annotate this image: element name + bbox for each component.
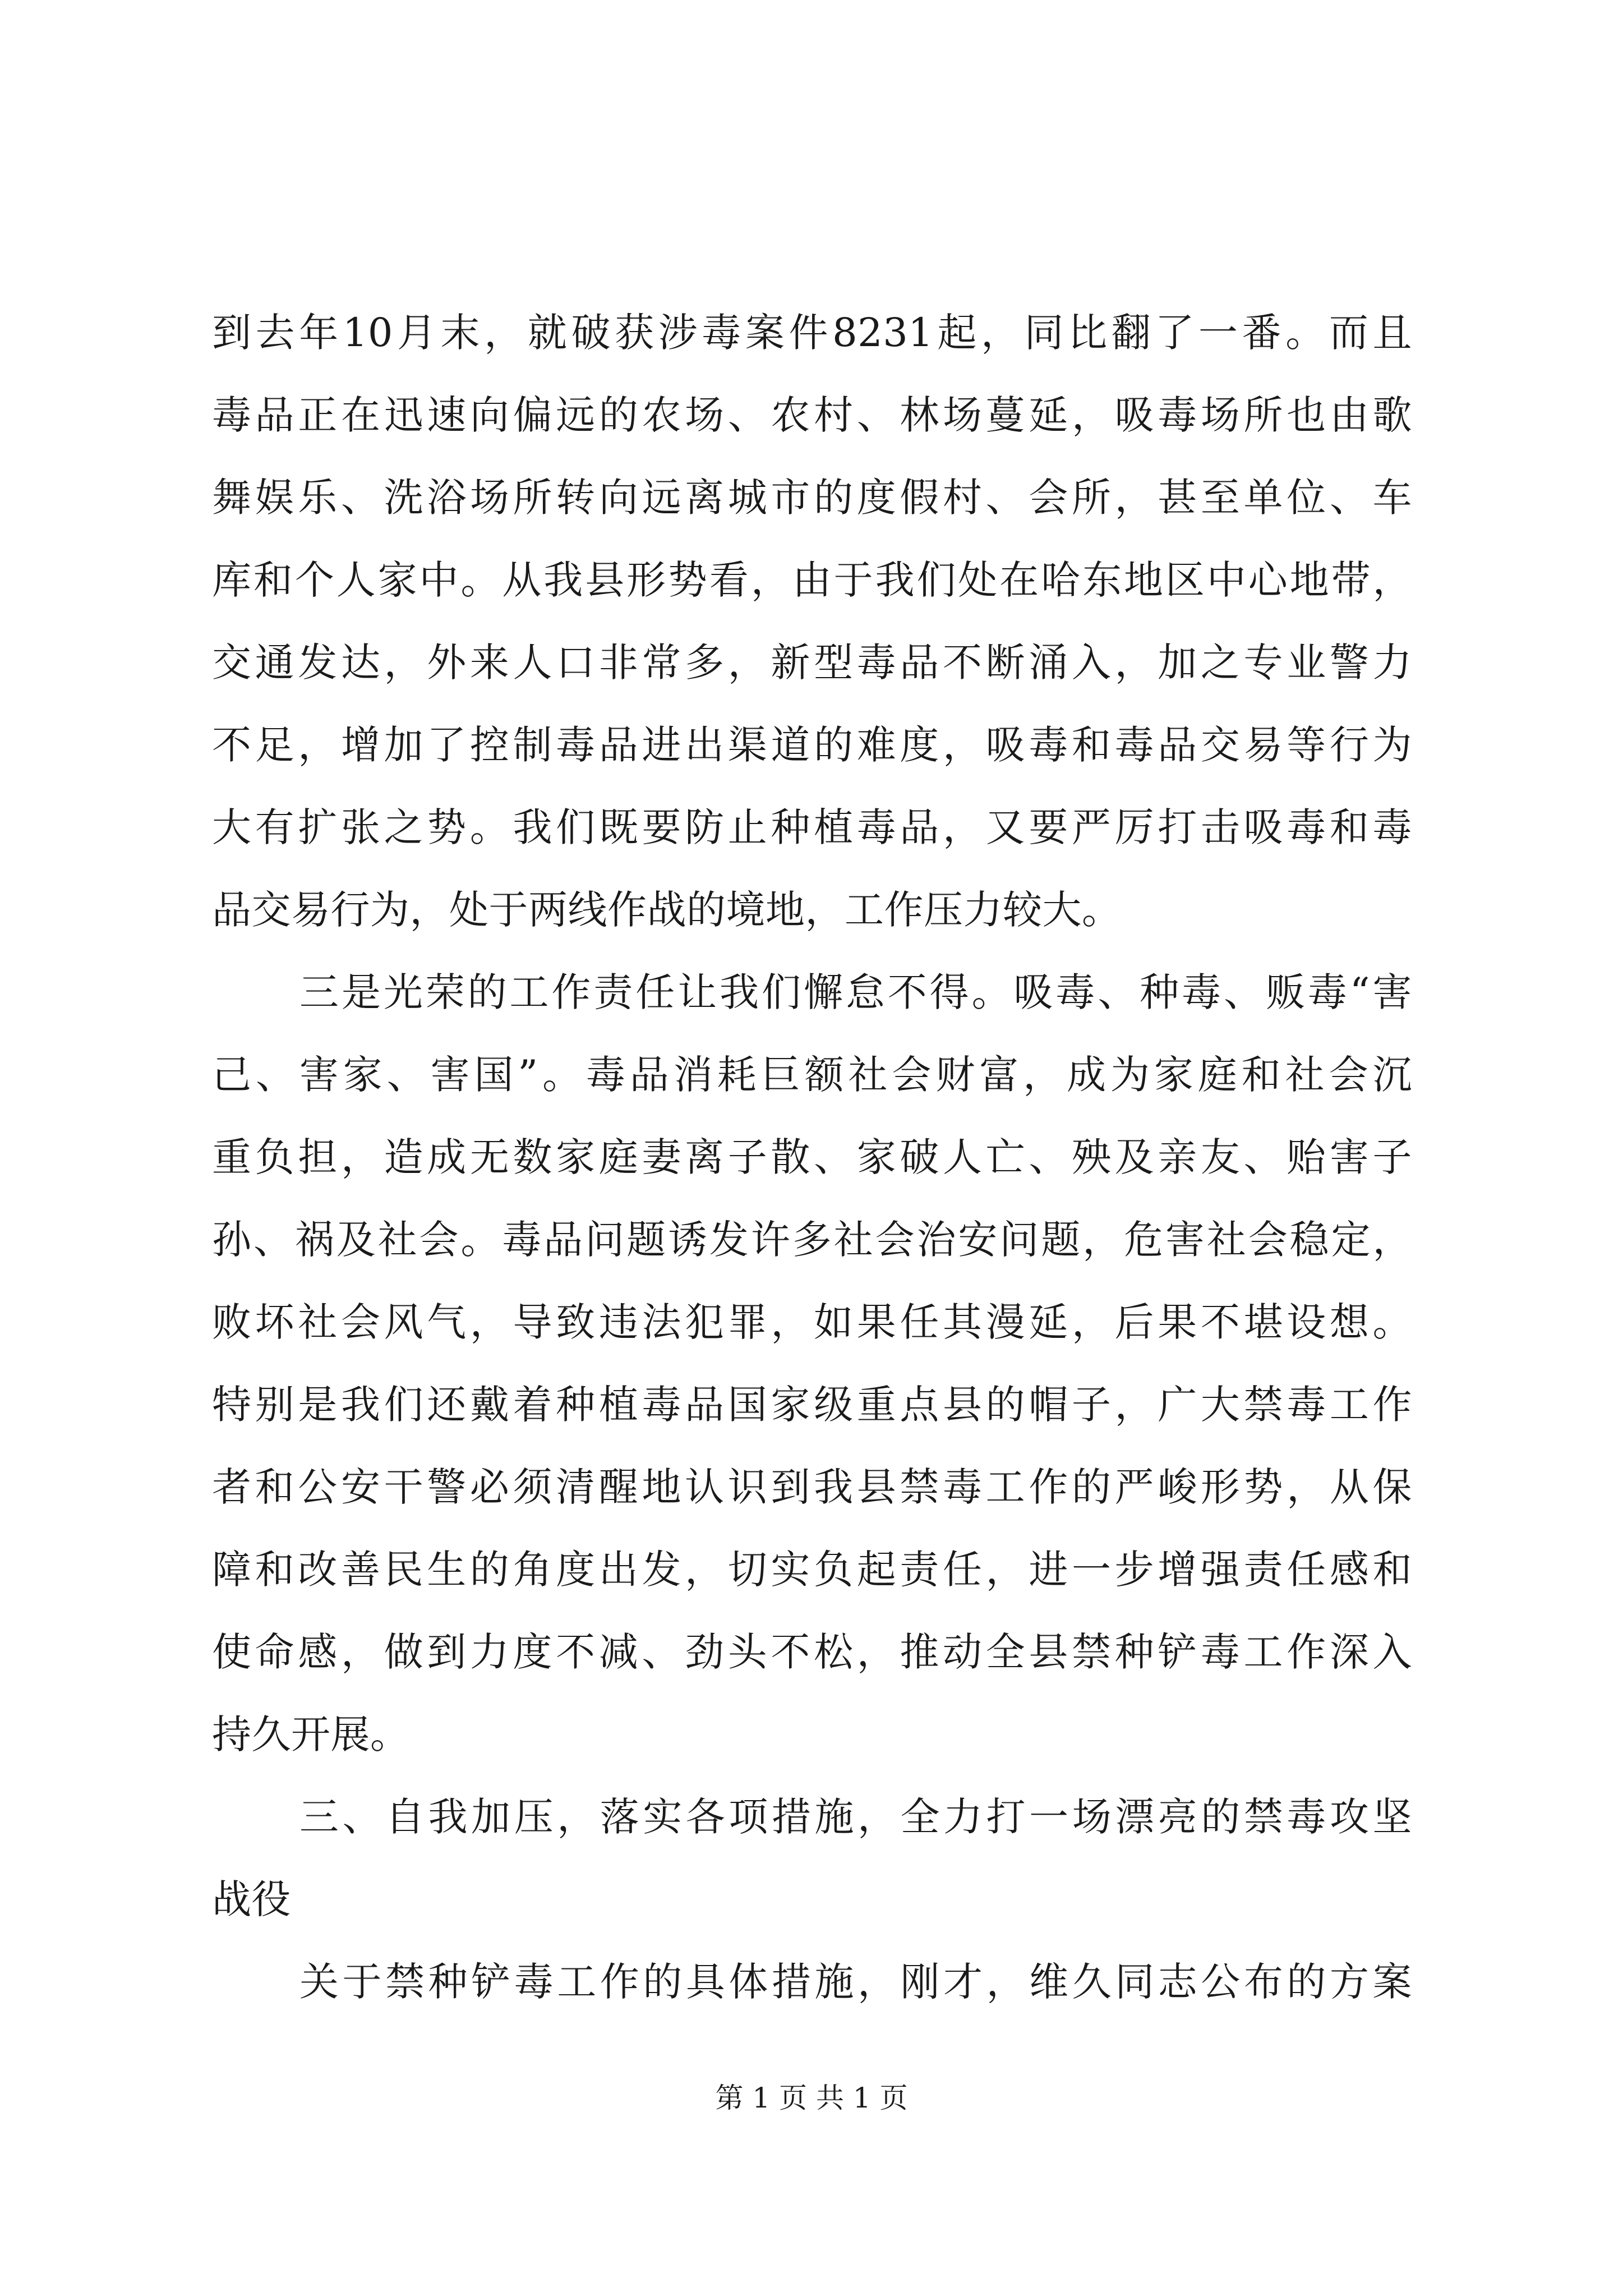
text-line: 品交易行为，处于两线作战的境地，工作压力较大。 [212,887,1122,933]
text-line: 关于禁种铲毒工作的具体措施，刚才，维久同志公布的方案 [299,1959,1412,2005]
page-footer: 第 1 页 共 1 页 [715,2082,908,2114]
section-heading-line: 三、自我加压，落实各项措施，全力打一场漂亮的禁毒攻坚 [299,1794,1412,1840]
document-body [212,292,1412,2023]
text-line: 三是光荣的工作责任让我们懈怠不得。吸毒、种毒、贩毒“害 [299,969,1412,1015]
text-line: 重负担，造成无数家庭妻离子散、家破人亡、殃及亲友、贻害子 [212,1134,1412,1180]
text-line: 障和改善民生的角度出发，切实负起责任，进一步增强责任感和 [212,1547,1412,1593]
text-line: 毒品正在迅速向偏远的农场、农村、林场蔓延，吸毒场所也由歌 [212,392,1412,438]
text-line: 持久开展。 [212,1711,410,1757]
text-line: 者和公安干警必须清醒地认识到我县禁毒工作的严峻形势，从保 [212,1464,1412,1510]
text-line: 特别是我们还戴着种植毒品国家级重点县的帽子，广大禁毒工作 [212,1382,1412,1428]
text-line: 库和个人家中。从我县形势看，由于我们处在哈东地区中心地带， [212,557,1412,603]
section-heading-line: 战役 [212,1876,291,1922]
text-line: 到去年10月末，就破获涉毒案件8231起，同比翻了一番。而且 [212,310,1412,356]
text-line: 己、害家、害国”。毒品消耗巨额社会财富，成为家庭和社会沉 [212,1052,1412,1098]
text-line: 使命感，做到力度不减、劲头不松，推动全县禁种铲毒工作深入 [212,1629,1412,1675]
text-line: 舞娱乐、洗浴场所转向远离城市的度假村、会所，甚至单位、车 [212,475,1412,521]
text-line: 不足，增加了控制毒品进出渠道的难度，吸毒和毒品交易等行为 [212,722,1412,768]
text-line: 孙、祸及社会。毒品问题诱发许多社会治安问题，危害社会稳定， [212,1217,1412,1263]
text-line: 交通发达，外来人口非常多，新型毒品不断涌入，加之专业警力 [212,639,1412,685]
text-line: 大有扩张之势。我们既要防止种植毒品，又要严厉打击吸毒和毒 [212,804,1412,850]
text-line: 败坏社会风气，导致违法犯罪，如果任其漫延，后果不堪设想。 [212,1299,1412,1345]
